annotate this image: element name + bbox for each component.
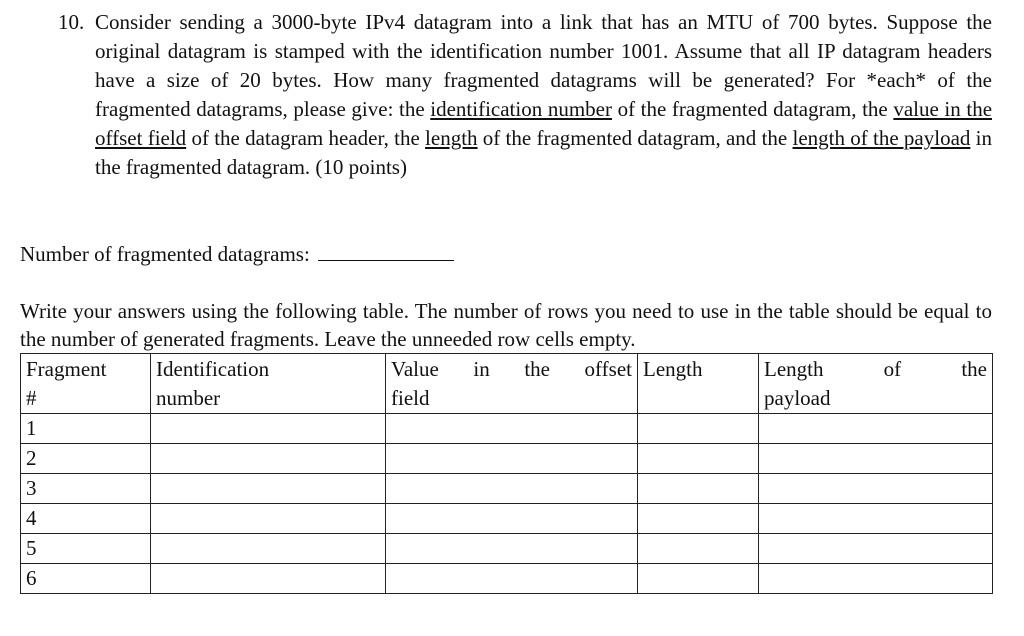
fragment-number-cell: 6 (21, 564, 151, 594)
fragment-count-line (20, 238, 454, 269)
underline-payload-length: length of the payload (792, 126, 971, 150)
underline-identification-number: identification number (430, 97, 612, 121)
payload-input-cell[interactable] (759, 474, 993, 504)
offset-input-cell[interactable] (386, 474, 638, 504)
question-text-end: in the fragmented datagram. (10 points) (95, 126, 993, 179)
table-row (21, 504, 993, 534)
header-payload-length: Length of the payload (759, 354, 993, 414)
length-input-cell[interactable] (638, 474, 759, 504)
header-identification-number: Identification number (151, 354, 386, 414)
identification-input-cell[interactable] (151, 534, 386, 564)
question-text-part3: of the datagram header, the (186, 126, 426, 150)
length-input-cell[interactable] (638, 504, 759, 534)
question-number: 10. (58, 10, 85, 34)
table-row (21, 444, 993, 474)
fragment-number-cell: 4 (21, 504, 151, 534)
payload-input-cell[interactable] (759, 444, 993, 474)
fragment-number-cell: 3 (21, 474, 151, 504)
table-row (21, 564, 993, 594)
header-length: Length (638, 354, 759, 414)
offset-input-cell[interactable] (386, 414, 638, 444)
payload-input-cell[interactable] (759, 414, 993, 444)
table-row (21, 414, 993, 444)
offset-input-cell[interactable] (386, 504, 638, 534)
header-fragment-number: Fragment # (21, 354, 151, 414)
question-text-part2: of the fragmented datagram, the (611, 97, 894, 121)
identification-input-cell[interactable] (151, 414, 386, 444)
fragment-number-cell: 1 (21, 414, 151, 444)
length-input-cell[interactable] (638, 414, 759, 444)
underline-offset-field: value in the offset field (95, 97, 993, 150)
identification-input-cell[interactable] (151, 504, 386, 534)
offset-input-cell[interactable] (386, 534, 638, 564)
fragment-number-cell: 2 (21, 444, 151, 474)
question-text (95, 8, 992, 182)
identification-input-cell[interactable] (151, 444, 386, 474)
payload-input-cell[interactable] (759, 534, 993, 564)
length-input-cell[interactable] (638, 564, 759, 594)
fragment-table (20, 353, 993, 594)
underline-length: length (425, 126, 478, 150)
table-instructions: Write your answers using the following table. The number of rows you need to use in the table should be equal to the number of generated fragments. Leave the unneeded row cells empty. (20, 299, 992, 351)
fragment-count-blank[interactable] (318, 238, 454, 261)
length-input-cell[interactable] (638, 534, 759, 564)
offset-input-cell[interactable] (386, 444, 638, 474)
table-header-row (21, 354, 993, 414)
offset-input-cell[interactable] (386, 564, 638, 594)
header-offset-value: Value in the offset field (386, 354, 638, 414)
question-text-part4: of the fragmented datagram, and the (477, 126, 793, 150)
fragment-number-cell: 5 (21, 534, 151, 564)
payload-input-cell[interactable] (759, 504, 993, 534)
table-row (21, 474, 993, 504)
identification-input-cell[interactable] (151, 474, 386, 504)
identification-input-cell[interactable] (151, 564, 386, 594)
question-text-intro: Consider sending a 3000-byte IPv4 datagram into a link that has an MTU of 700 bytes. Suppose the original datagram is stamped with the identification number 1001. Assume that all IP datagram headers have a size of 20 bytes. How many fragmented datagrams will be generated? For *each* of the fragmented datagrams, please give: the (95, 10, 992, 121)
table-row (21, 534, 993, 564)
payload-input-cell[interactable] (759, 564, 993, 594)
fragment-count-label: Number of fragmented datagrams: (20, 242, 310, 266)
question-block (58, 8, 992, 182)
length-input-cell[interactable] (638, 444, 759, 474)
